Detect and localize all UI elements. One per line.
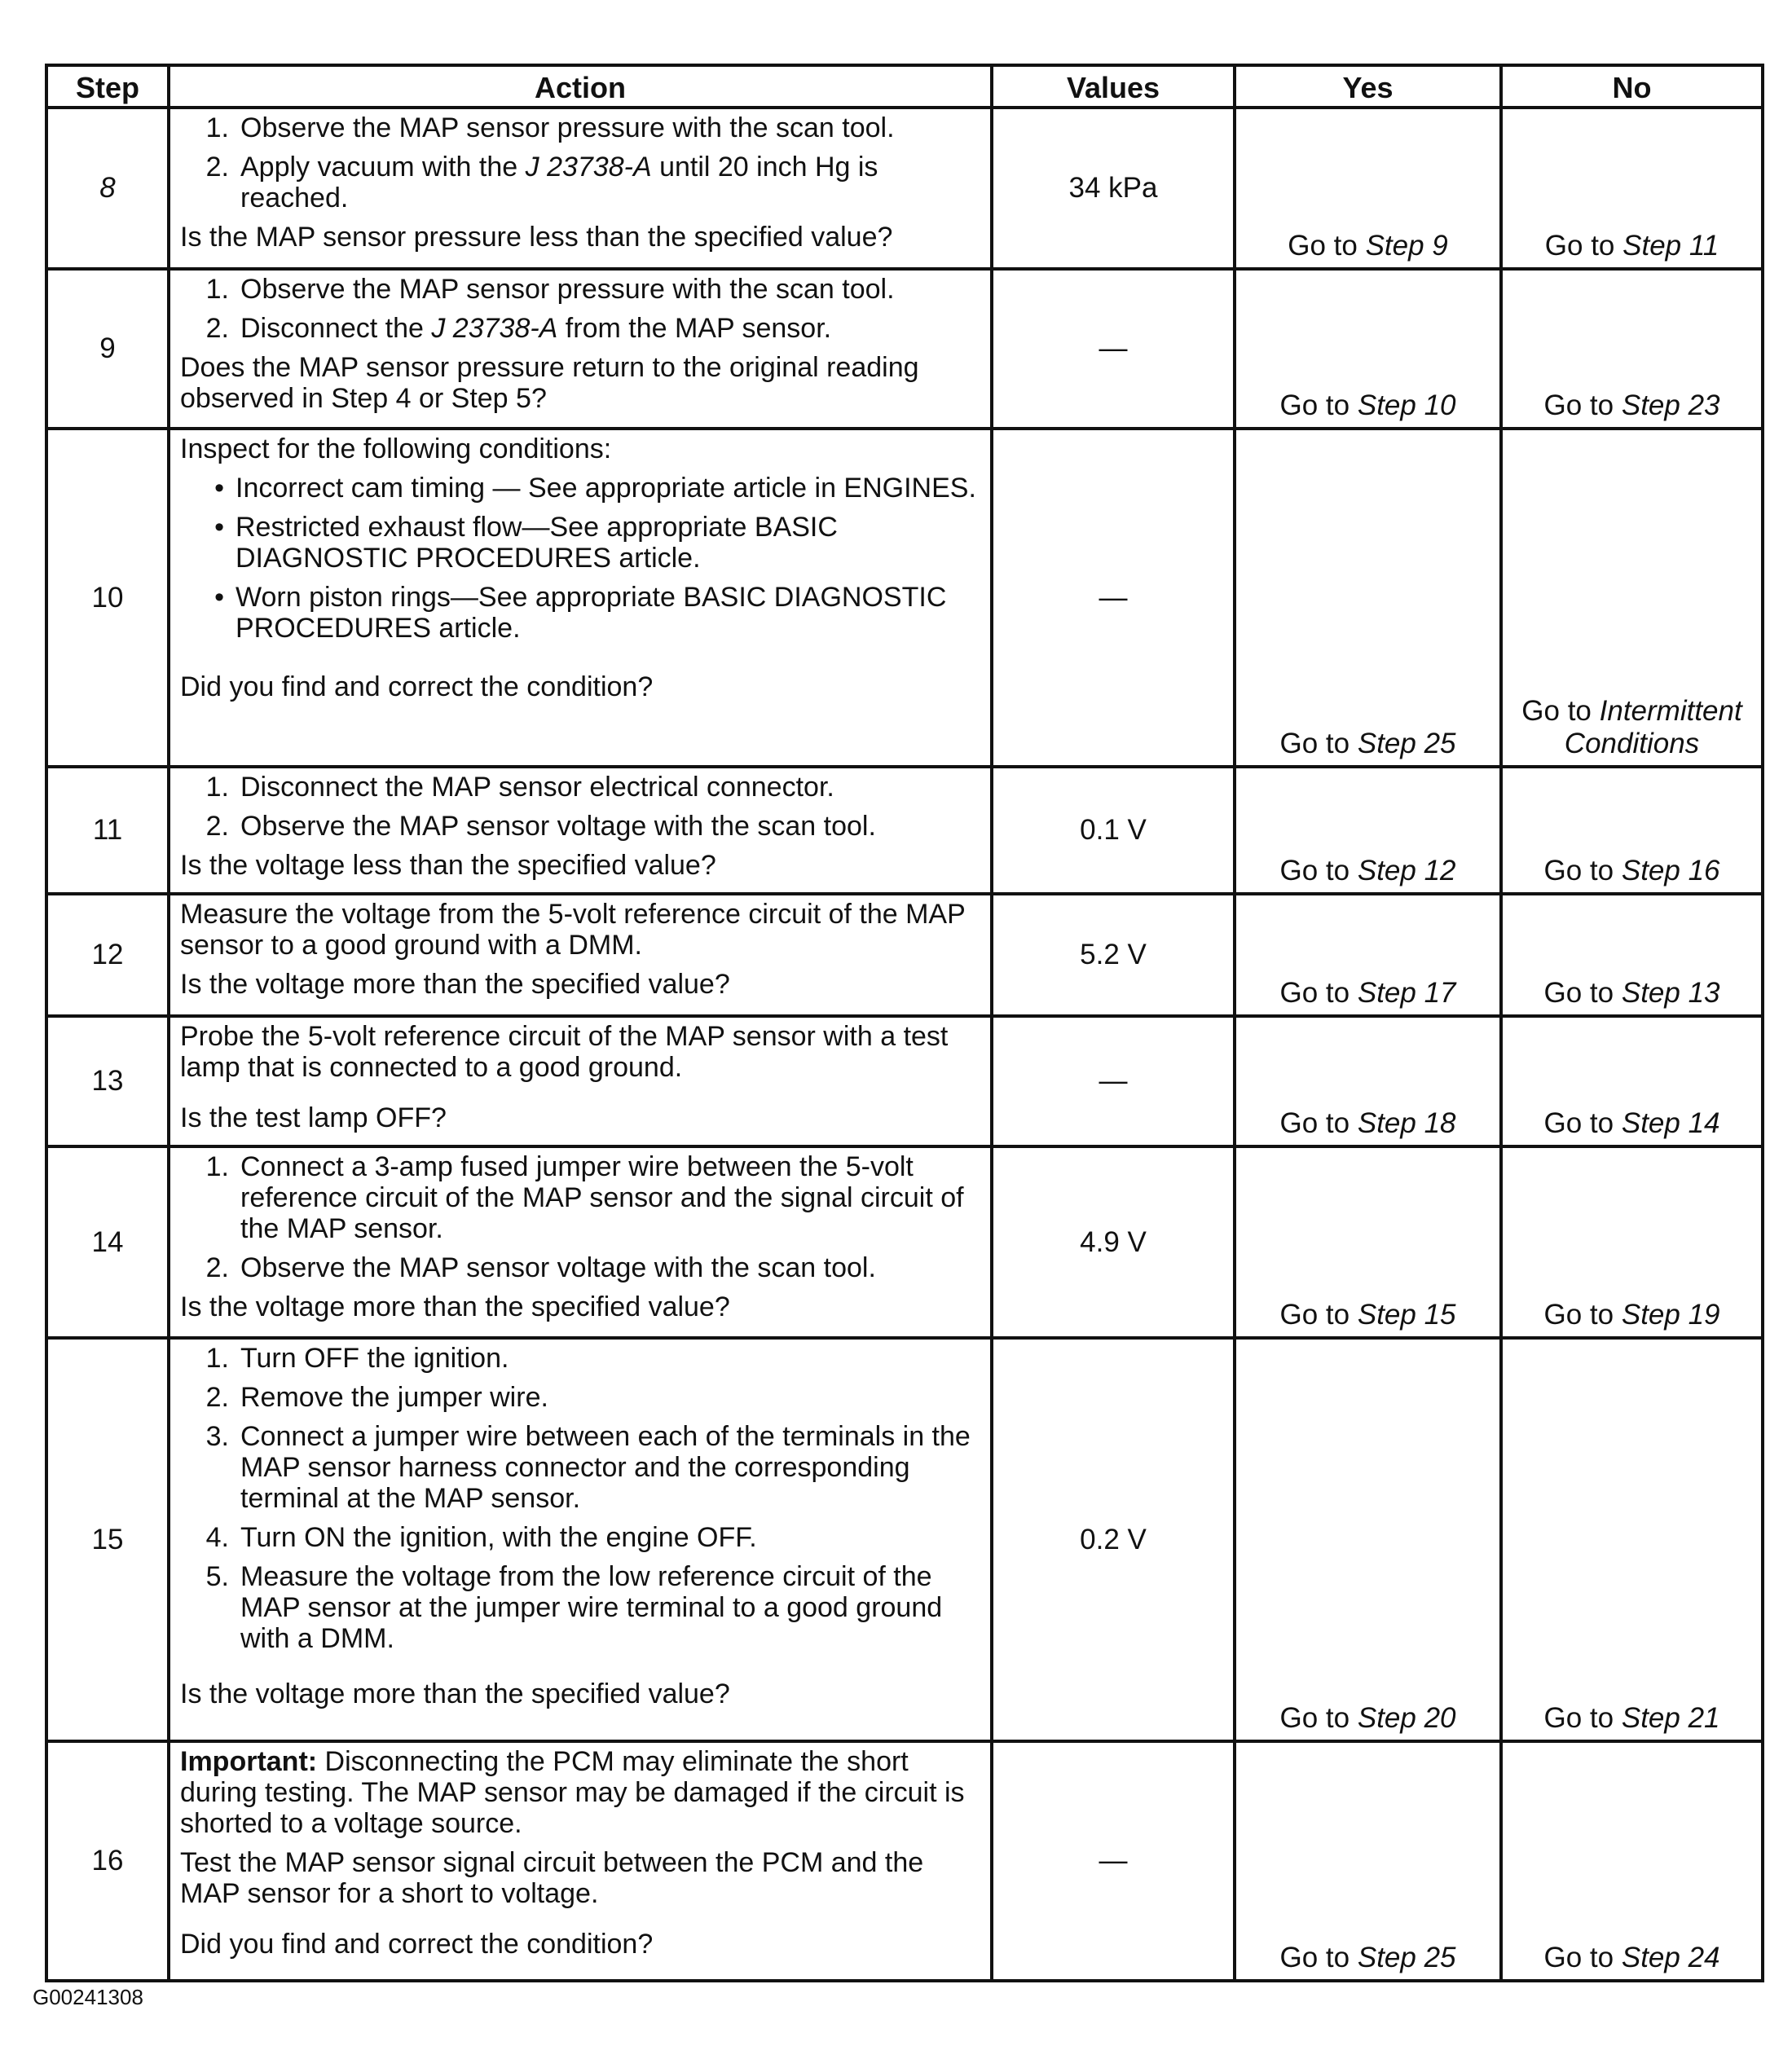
important-note xyxy=(180,1746,980,1839)
action-question: Did you find and correct the condition? xyxy=(180,1929,654,1960)
goto-label: Go to xyxy=(1279,728,1350,759)
yes-cell xyxy=(1235,1741,1501,1981)
action-cell xyxy=(169,269,992,429)
action-cell xyxy=(169,767,992,894)
item-number: 3. xyxy=(205,1421,229,1452)
yes-cell xyxy=(1235,108,1501,269)
item-number: 2. xyxy=(205,1382,229,1413)
yes-step-link: Step 15 xyxy=(1357,1299,1456,1331)
goto-label: Go to xyxy=(1543,855,1614,887)
no-step-link: Step 11 xyxy=(1622,230,1719,262)
action-cell xyxy=(169,1741,992,1981)
spec-value: — xyxy=(992,429,1235,767)
header-action: Action xyxy=(169,65,992,108)
no-cell xyxy=(1501,767,1763,894)
action-item xyxy=(180,313,980,344)
action-bullet xyxy=(180,582,980,644)
no-cell xyxy=(1501,429,1763,767)
spec-value: 34 kPa xyxy=(992,108,1235,269)
goto-label: Go to xyxy=(1543,1702,1614,1734)
yes-cell xyxy=(1235,269,1501,429)
item-text-pre: Apply vacuum with the xyxy=(240,152,526,183)
table-row xyxy=(46,108,1763,269)
item-number: 2. xyxy=(205,152,229,183)
bullet-icon: • xyxy=(214,512,224,543)
item-number: 2. xyxy=(205,811,229,842)
item-number: 2. xyxy=(205,1252,229,1283)
action-item xyxy=(180,1561,980,1654)
action-question: Is the voltage more than the specified value? xyxy=(180,1678,730,1709)
yes-cell xyxy=(1235,767,1501,894)
action-question: Does the MAP sensor pressure return to the original reading observed in Step 4 or Step 5? xyxy=(180,352,919,414)
goto-label: Go to xyxy=(1521,695,1592,727)
item-number: 5. xyxy=(205,1561,229,1592)
action-cell xyxy=(169,1016,992,1146)
yes-cell xyxy=(1235,894,1501,1016)
item-number: 1. xyxy=(205,274,229,305)
header-row xyxy=(46,65,1763,108)
goto-label: Go to xyxy=(1543,1299,1614,1331)
action-item xyxy=(180,1252,980,1283)
table-row xyxy=(46,894,1763,1016)
yes-step-link: Step 20 xyxy=(1357,1702,1456,1734)
action-cell xyxy=(169,894,992,1016)
yes-step-link: Step 12 xyxy=(1357,855,1456,887)
item-number: 1. xyxy=(205,1151,229,1182)
no-step-link: Step 21 xyxy=(1621,1702,1720,1734)
goto-label: Go to xyxy=(1544,230,1615,262)
action-text: Probe the 5-volt reference circuit of the MAP sensor with a test lamp that is connected to a good ground. xyxy=(180,1021,949,1083)
action-bullet xyxy=(180,473,980,504)
yes-cell xyxy=(1235,1146,1501,1338)
action-item xyxy=(180,112,980,143)
yes-step-link: Step 10 xyxy=(1357,389,1456,421)
spec-value: 4.9 V xyxy=(992,1146,1235,1338)
item-text: Observe the MAP sensor pressure with the scan tool. xyxy=(240,274,895,305)
yes-step-link: Step 25 xyxy=(1357,1942,1456,1973)
bullet-text: Incorrect cam timing — See appropriate article in ENGINES. xyxy=(236,473,976,504)
diagnostic-table xyxy=(45,64,1764,1982)
table-row xyxy=(46,429,1763,767)
goto-label: Go to xyxy=(1279,389,1350,421)
item-text-pre: Disconnect the xyxy=(240,313,432,344)
spec-value: — xyxy=(992,269,1235,429)
step-number: 12 xyxy=(46,894,169,1016)
no-cell xyxy=(1501,1741,1763,1981)
table-row xyxy=(46,269,1763,429)
action-question: Is the test lamp OFF? xyxy=(180,1102,447,1133)
step-number: 10 xyxy=(46,429,169,767)
goto-label: Go to xyxy=(1279,1702,1350,1734)
action-item xyxy=(180,152,980,213)
item-number: 4. xyxy=(205,1522,229,1553)
bullet-text: Restricted exhaust flow—See appropriate BASIC DIAGNOSTIC PROCEDURES article. xyxy=(236,512,838,574)
yes-step-link: Step 18 xyxy=(1357,1107,1456,1139)
important-label: Important: xyxy=(180,1746,318,1777)
no-step-link: Step 16 xyxy=(1621,855,1720,887)
action-item xyxy=(180,1421,980,1514)
item-text: Observe the MAP sensor pressure with the scan tool. xyxy=(240,112,895,143)
goto-label: Go to xyxy=(1279,977,1350,1009)
action-intro: Inspect for the following conditions: xyxy=(180,433,612,464)
no-step-link: Step 14 xyxy=(1621,1107,1720,1139)
goto-label: Go to xyxy=(1288,230,1358,262)
goto-label: Go to xyxy=(1543,1107,1614,1139)
item-text xyxy=(240,313,980,344)
no-step-link: Step 13 xyxy=(1621,977,1720,1009)
header-yes: Yes xyxy=(1235,65,1501,108)
header-no: No xyxy=(1501,65,1763,108)
item-number: 1. xyxy=(205,772,229,803)
yes-step-link: Step 9 xyxy=(1365,230,1448,262)
no-conditions-link: Intermittent Conditions xyxy=(1564,695,1742,759)
yes-cell xyxy=(1235,1016,1501,1146)
tool-reference: J 23738-A xyxy=(525,152,652,183)
action-cell xyxy=(169,1338,992,1741)
item-text: Observe the MAP sensor voltage with the scan tool. xyxy=(240,811,876,842)
action-question: Is the voltage more than the specified value? xyxy=(180,1291,730,1322)
action-item xyxy=(180,1151,980,1244)
item-text: Remove the jumper wire. xyxy=(240,1382,548,1413)
goto-label: Go to xyxy=(1543,977,1614,1009)
bullet-icon: • xyxy=(214,473,224,504)
header-values: Values xyxy=(992,65,1235,108)
action-item xyxy=(180,1382,980,1413)
step-number: 9 xyxy=(46,269,169,429)
item-text xyxy=(240,152,980,213)
bullet-icon: • xyxy=(214,582,224,613)
no-cell xyxy=(1501,1338,1763,1741)
table-row xyxy=(46,1016,1763,1146)
step-number: 11 xyxy=(46,767,169,894)
no-step-link: Step 19 xyxy=(1621,1299,1720,1331)
item-text-post: until 20 inch Hg is reached. xyxy=(240,152,878,213)
no-cell xyxy=(1501,1016,1763,1146)
action-question: Is the MAP sensor pressure less than the specified value? xyxy=(180,222,893,253)
important-text: Disconnecting the PCM may eliminate the short during testing. The MAP sensor may be damaged if the circuit is shorted to a voltage source. xyxy=(180,1746,965,1839)
item-text: Connect a jumper wire between each of the terminals in the MAP sensor harness connector and the corresponding terminal at the MAP sensor. xyxy=(240,1421,971,1514)
step-number: 14 xyxy=(46,1146,169,1338)
item-text: Observe the MAP sensor voltage with the scan tool. xyxy=(240,1252,876,1283)
step-number: 13 xyxy=(46,1016,169,1146)
action-item xyxy=(180,1343,980,1374)
goto-label: Go to xyxy=(1543,1942,1614,1973)
item-text-post: from the MAP sensor. xyxy=(557,313,832,344)
action-item xyxy=(180,772,980,803)
table-row xyxy=(46,767,1763,894)
action-cell xyxy=(169,1146,992,1338)
goto-label: Go to xyxy=(1279,1299,1350,1331)
item-number: 1. xyxy=(205,1343,229,1374)
yes-cell xyxy=(1235,429,1501,767)
item-number: 2. xyxy=(205,313,229,344)
figure-code: G00241308 xyxy=(33,1985,143,2009)
yes-cell xyxy=(1235,1338,1501,1741)
no-step-link: Step 24 xyxy=(1621,1942,1720,1973)
goto-label: Go to xyxy=(1543,389,1614,421)
no-cell xyxy=(1501,269,1763,429)
item-text: Connect a 3-amp fused jumper wire between the 5-volt reference circuit of the MAP sensor and the signal circuit of the MAP sensor. xyxy=(240,1151,964,1244)
goto-label: Go to xyxy=(1279,1942,1350,1973)
bullet-text: Worn piston rings—See appropriate BASIC DIAGNOSTIC PROCEDURES article. xyxy=(236,582,947,644)
no-cell xyxy=(1501,1146,1763,1338)
item-text: Turn ON the ignition, with the engine OFF. xyxy=(240,1522,757,1553)
spec-value: 5.2 V xyxy=(992,894,1235,1016)
table-row xyxy=(46,1741,1763,1981)
step-number: 8 xyxy=(46,108,169,269)
no-cell xyxy=(1501,894,1763,1016)
tool-reference: J 23738-A xyxy=(431,313,558,344)
table-row xyxy=(46,1146,1763,1338)
spec-value: 0.1 V xyxy=(992,767,1235,894)
step-number: 16 xyxy=(46,1741,169,1981)
action-cell xyxy=(169,429,992,767)
goto-label: Go to xyxy=(1279,855,1350,887)
spec-value: 0.2 V xyxy=(992,1338,1235,1741)
item-number: 1. xyxy=(205,112,229,143)
spec-value: — xyxy=(992,1016,1235,1146)
yes-step-link: Step 25 xyxy=(1357,728,1456,759)
action-item xyxy=(180,274,980,305)
action-question: Is the voltage less than the specified value? xyxy=(180,850,716,881)
action-item xyxy=(180,811,980,842)
action-text: Measure the voltage from the 5-volt reference circuit of the MAP sensor to a good ground with a DMM. xyxy=(180,899,966,961)
no-cell xyxy=(1501,108,1763,269)
goto-label: Go to xyxy=(1279,1107,1350,1139)
header-step: Step xyxy=(46,65,169,108)
yes-step-link: Step 17 xyxy=(1357,977,1456,1009)
action-text: Test the MAP sensor signal circuit between the PCM and the MAP sensor for a short to voltage. xyxy=(180,1847,924,1909)
no-step-link: Step 23 xyxy=(1621,389,1720,421)
action-question: Did you find and correct the condition? xyxy=(180,671,654,702)
action-bullet xyxy=(180,512,980,574)
item-text: Disconnect the MAP sensor electrical connector. xyxy=(240,772,834,803)
diagnostic-table-container xyxy=(45,64,1761,1982)
action-question: Is the voltage more than the specified value? xyxy=(180,969,730,1000)
action-item xyxy=(180,1522,980,1553)
step-number: 15 xyxy=(46,1338,169,1741)
action-cell xyxy=(169,108,992,269)
table-row xyxy=(46,1338,1763,1741)
spec-value: — xyxy=(992,1741,1235,1981)
item-text: Turn OFF the ignition. xyxy=(240,1343,509,1374)
item-text: Measure the voltage from the low reference circuit of the MAP sensor at the jumper wire terminal to a good ground with a DMM. xyxy=(240,1561,943,1654)
